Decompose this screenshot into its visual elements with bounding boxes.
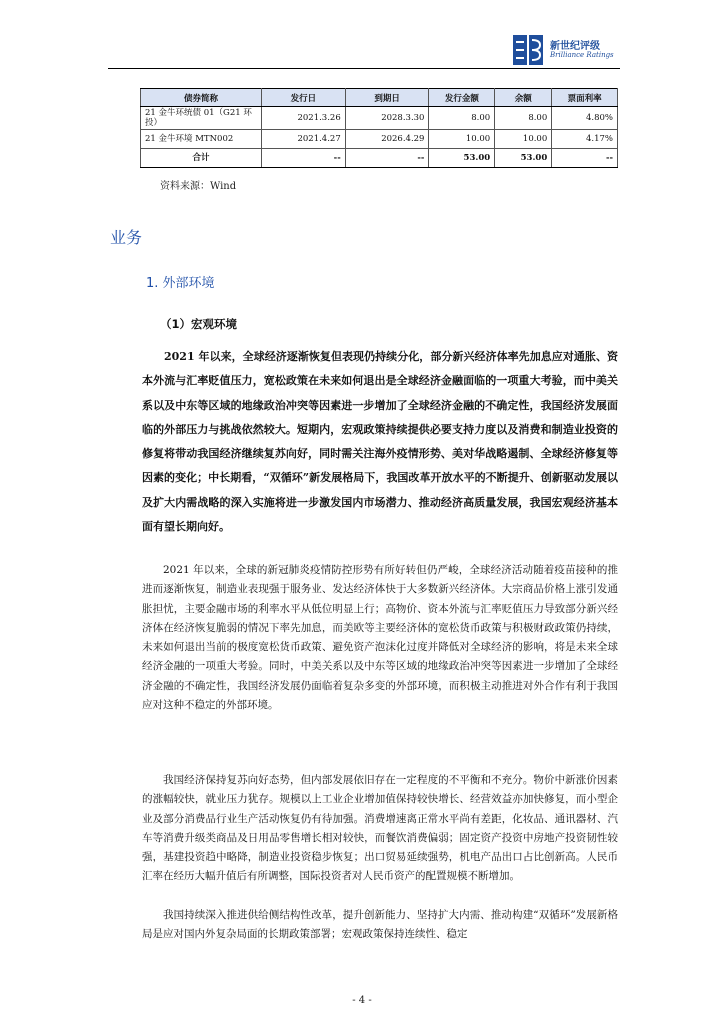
table-cell: 8.00 [429,107,495,130]
page-number: - 4 - [352,995,372,1006]
logo-tagline: Brilliance Ratings [550,50,614,59]
column-header: 票面利率 [552,89,618,107]
table-cell: 合计 [141,149,262,168]
column-header: 到期日 [345,89,429,107]
table-cell: 4.80% [552,107,618,130]
table-cell: -- [552,149,618,168]
body-paragraph: 2021 年以来，全球的新冠肺炎疫情防控形势有所好转但仍严峻，全球经济活动随着疫苗接种的推进而逐渐恢复，制造业表现强于服务业、发达经济体快于大多数新兴经济体。大宗商品价格上涨引发通胀担忧，主要金融市场的利率水平从低位明显上行；高物价、资本外流与汇率贬值压力导致部分新兴经济体在经济恢复脆弱的情况下率先加息，而美欧等主要经济体的宽松货币政策与积极财政政策仍持续，未来如何退出当前的极度宽松货币政策、避免资产泡沫化过度并降低对全球经济的影响，将是未来全球经济金融的一项重大考验。同时，中美关系以及中东等区域的地缘政治冲突等因素进一步增加了全球经济金融的不确定性，我国经济发展仍面临着复杂多变的外部环境，而积极主动推进对外合作有利于我国应对这种不稳定的外部环境。 [142,564,618,712]
brilliance-ratings-logo-icon [512,34,544,66]
brand-logo [512,34,614,66]
table-cell: 53.00 [429,149,495,168]
bond-table [140,88,618,168]
table-total-row [141,149,618,168]
column-header: 债券简称 [141,89,262,107]
header-divider [108,68,620,69]
table-source-note: 资料来源：Wind [160,181,237,192]
logo-name: 新世纪评级 [550,40,600,52]
table-cell: 8.00 [495,107,552,130]
table-cell: 2026.4.29 [345,130,429,149]
summary-paragraph: 2021 年以来，全球经济逐渐恢复但表现仍持续分化，部分新兴经济体率先加息应对通胀、资本外流与汇率贬值压力，宽松政策在未来如何退出是全球经济金融面临的一项重大考验，而中美关系以及中东等区域的地缘政治冲突等因素进一步增加了全球经济金融的不确定性，我国经济发展面临的外部压力与挑战依然较大。短期内，宏观政策持续提供必要支持力度以及消费和制造业投资的修复将带动我国经济继续复苏向好，同时需关注海外疫情形势、美对华战略遏制、全球经济修复等因素的变化；中长期看，“双循环”新发展格局下，我国改革开放水平的不断提升、创新驱动发展以及扩大内需战略的深入实施将进一步激发国内市场潜力、推动经济高质量发展，我国宏观经济基本面有望长期向好。 [142,350,618,534]
table-cell: -- [345,149,429,168]
table-cell: 10.00 [429,130,495,149]
table-cell: 2021.3.26 [262,107,346,130]
subsubsection-title: （1）宏观环境 [160,317,238,331]
column-header: 发行金额 [429,89,495,107]
subsection-title: 1. 外部环境 [146,276,215,291]
table-cell: 2028.3.30 [345,107,429,130]
body-paragraph: 我国持续深入推进供给侧结构性改革，提升创新能力、坚持扩大内需、推动构建“双循环”发展新格局是应对国内外复杂局面的长期政策部署；宏观政策保持连续性、稳定 [142,909,618,941]
table-row [141,130,618,149]
page-header [0,0,724,70]
table-header-row [141,89,618,107]
column-header: 余额 [495,89,552,107]
table-cell: -- [262,149,346,168]
table-cell: 4.17% [552,130,618,149]
body-paragraph: 我国经济保持复苏向好态势，但内部发展依旧存在一定程度的不平衡和不充分。物价中新涨价因素的涨幅较快，就业压力犹存。规模以上工业企业增加值保持较快增长、经营效益亦加快修复，而小型企业及部分消费品行业生产活动恢复仍有待加强。消费增速离正常水平尚有差距，化妆品、通讯器材、汽车等消费升级类商品及日用品零售增长相对较快，而餐饮消费偏弱；固定资产投资中房地产投资韧性较强，基建投资趋中略降，制造业投资稳步恢复；出口贸易延续强势，机电产品出口占比创新高。人民币汇率在经历大幅升值后有所调整，国际投资者对人民币资产的配置规模不断增加。 [142,774,618,883]
table-cell: 21 金牛环境 MTN002 [141,130,262,149]
table-cell: 53.00 [495,149,552,168]
table-cell: 2021.4.27 [262,130,346,149]
table-cell: 21 金牛环统债 01（G21 环投） [141,107,262,130]
section-title: 业务 [110,228,143,247]
column-header: 发行日 [262,89,346,107]
table-row [141,107,618,130]
table-cell: 10.00 [495,130,552,149]
